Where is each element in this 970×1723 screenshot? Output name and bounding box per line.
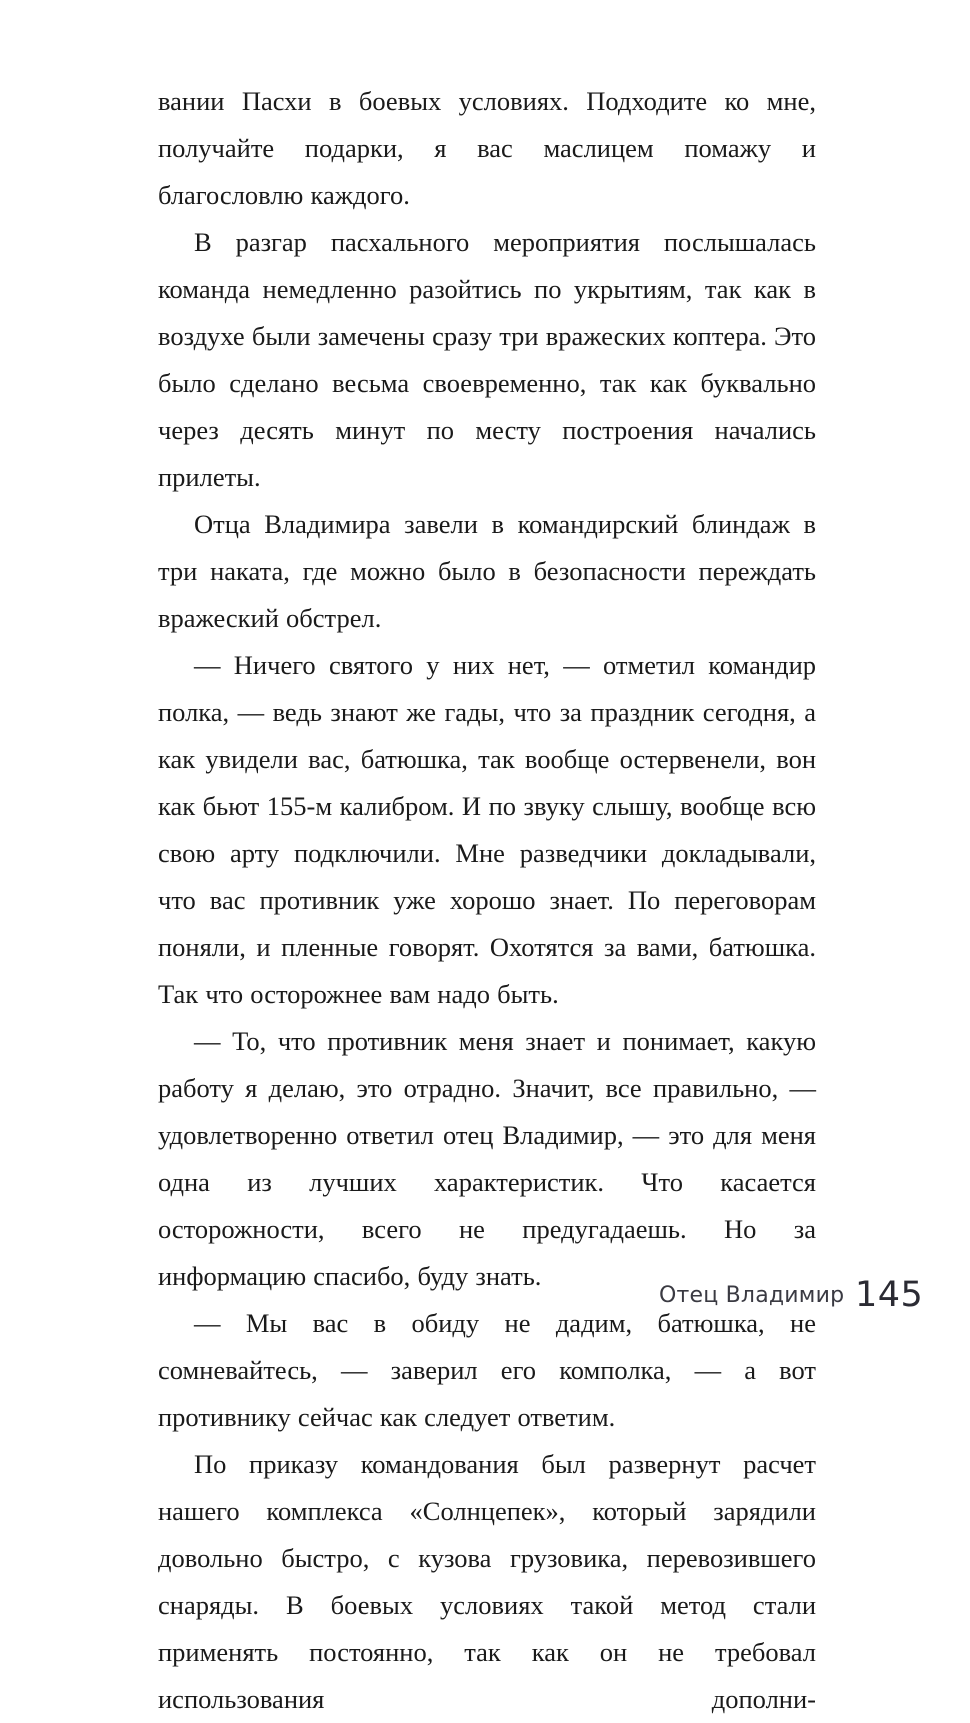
paragraph-body-hyphenated: По приказу командования был развернут расчет нашего комплекса «Солнцепек», который зарядили довольно быстро, с кузова грузовика, перевозившего снаряды. В боевых условиях такой метод стали применять постоянно, так как он не требовал использования дополни-: [158, 1449, 816, 1714]
running-head: Отец Владимир: [659, 1283, 845, 1308]
paragraph-body: Отца Владимира завели в командирский блиндаж в три наката, где можно было в безопасности переждать вражеский обстрел.: [158, 509, 816, 633]
paragraph-dialogue: — То, что противник меня знает и понимает, какую работу я делаю, это отрадно. Значит, все правильно, — удовлетворенно ответил отец Владимир, — это для меня одна из лучших характеристик. Что касается осторожности, всего не предугадаешь. Но за информацию спасибо, буду знать.: [158, 1026, 816, 1291]
paragraph-dialogue: — Мы вас в обиду не дадим, батюшка, не сомневайтесь, — заверил его комполка, — а вот противнику сейчас как следует ответим.: [158, 1308, 816, 1432]
paragraph-body: В разгар пасхального мероприятия послышалась команда немедленно разойтись по укрытиям, так как в воздухе были замечены сразу три вражеских коптера. Это было сделано весьма своевременно, так как буквально через десять минут по месту построения начались прилеты.: [158, 227, 816, 492]
page-footer: [0, 1275, 970, 1327]
paragraph-dialogue: — Ничего святого у них нет, — отметил командир полка, — ведь знают же гады, что за праздник сегодня, а как увидели вас, батюшка, так вообще остервенели, вон как бьют 155-м калибром. И по звуку слышу, вообще всю свою арту подключили. Мне разведчики докладывали, что вас противник уже хорошо знает. По переговорам поняли, и пленные говорят. Охотятся за вами, батюшка. Так что осторожнее вам надо быть.: [158, 650, 816, 1009]
paragraph-continuation: вании Пасхи в боевых условиях. Подходите ко мне, получайте подарки, я вас маслицем помажу и благословлю каждого.: [158, 86, 816, 210]
text-column: [158, 78, 816, 1723]
page-number: 145: [855, 1275, 924, 1315]
